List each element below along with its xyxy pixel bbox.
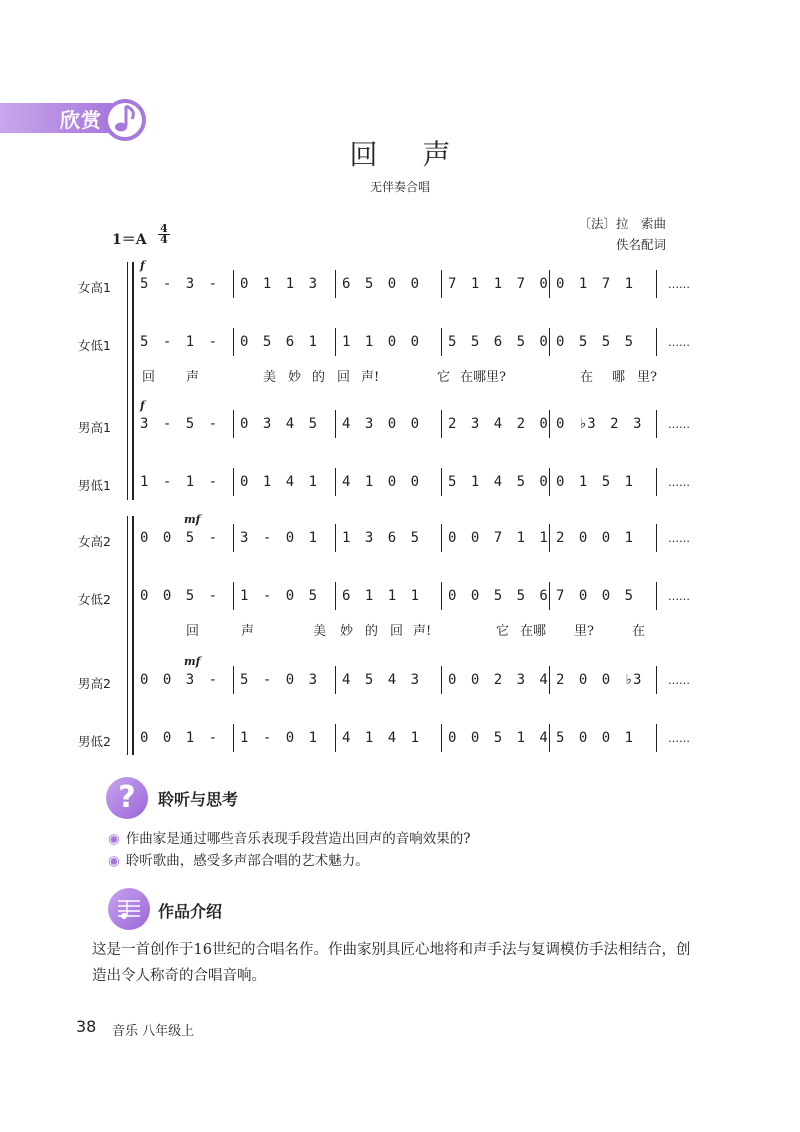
bar-line [656,524,657,552]
book-title: 音乐 八年级上 [112,1024,195,1039]
dynamic-mark: mf [184,655,201,668]
measure: 6 5 0 0 [342,276,420,292]
bar-line [335,270,336,298]
song-title: 回 声 [349,138,469,171]
lyric-word: 声 [186,370,200,385]
measure: 0 0 7 1 1 [448,530,548,546]
bar-line [335,724,336,752]
bar-line [441,582,442,610]
sheet-music-icon [108,888,150,930]
dynamic-mark: mf [184,513,201,526]
measure: 3 - 0 1 [240,530,318,546]
intro-section-title: 作品介绍 [158,902,223,921]
part-name: 女低1 [78,338,111,353]
measure: 1 - 1 - [140,474,218,490]
lyric-word: 声! [361,370,380,385]
lyric-word: 回 [337,370,351,385]
measure: 7 0 0 5 [556,588,634,604]
lyricist-credit: 佚名配词 [615,237,666,252]
measure: 1 - 0 5 [240,588,318,604]
bar-line [549,410,550,438]
continuation-dots: …… [668,674,690,687]
bar-line [441,468,442,496]
part-name: 男低2 [78,734,111,749]
bar-line [549,666,550,694]
composer-credit: 〔法〕拉 索曲 [578,216,666,231]
lyric-word: 在 [632,624,646,639]
measure: 1 1 0 0 [342,334,420,350]
lyric-word: 里? [637,370,657,385]
continuation-dots: …… [668,732,690,745]
lyric-word: 它 [496,624,510,639]
measure: 5 5 6 5 0 [448,334,548,350]
measure: 3 - 5 - [140,416,218,432]
bar-line [335,582,336,610]
lyric-word: 在哪里? [460,370,506,385]
bar-line [656,270,657,298]
bullet-icon: ◉ [108,853,120,869]
system-bracket [132,516,134,755]
system-bracket [127,516,128,755]
measure: 0 1 4 1 [240,474,318,490]
measure: 5 1 4 5 0 [448,474,548,490]
bar-line [233,666,234,694]
dynamic-mark: f [140,259,145,272]
dynamic-mark: f [140,399,145,412]
bar-line [549,328,550,356]
bar-line [335,410,336,438]
measure: 0 1 7 1 [556,276,634,292]
measure: 0 3 4 5 [240,416,318,432]
section-label: 欣赏 [60,108,102,132]
part-name: 女低2 [78,592,111,607]
part-name: 女高1 [78,280,111,295]
bar-line [441,410,442,438]
bar-line [233,582,234,610]
measure: 1 3 6 5 [342,530,420,546]
question-mark-icon: ? [106,777,148,819]
lyric-word: 回 [390,624,404,639]
lyric-word: 里? [574,624,594,639]
lyric-word: 它 [437,370,451,385]
measure: 0 ♭3 2 3 [556,416,642,432]
intro-text: 这是一首创作于16世纪的合唱名作。作曲家别具匠心地将和声手法与复调模仿手法相结合，创造出令人称奇的合唱音响。 [92,942,691,984]
measure: 4 1 0 0 [342,474,420,490]
part-name: 男高1 [78,420,111,435]
bar-line [441,328,442,356]
bar-line [233,410,234,438]
page-number: 38 [76,1017,97,1036]
continuation-dots: …… [668,418,690,431]
bar-line [335,666,336,694]
measure: 5 - 0 3 [240,672,318,688]
continuation-dots: …… [668,336,690,349]
measure: 0 0 1 - [140,730,218,746]
listen-section-title: 聆听与思考 [158,790,239,809]
song-subtitle: 无伴奏合唱 [369,180,430,194]
measure: 0 0 5 1 4 [448,730,548,746]
bar-line [441,524,442,552]
bar-line [233,328,234,356]
measure: 5 - 1 - [140,334,218,350]
measure: 0 0 5 5 6 [448,588,548,604]
listen-item: ◉ 聆听歌曲，感受多声部合唱的艺术魅力。 [108,853,369,869]
measure: 0 1 1 3 [240,276,318,292]
measure: 5 - 3 - [140,276,218,292]
continuation-dots: …… [668,476,690,489]
lyric-word: 哪 [612,370,626,385]
bar-line [656,468,657,496]
bullet-icon: ◉ [108,831,120,847]
measure: 2 0 0 ♭3 [556,672,642,688]
lyric-word: 的 [365,624,379,639]
part-name: 男低1 [78,478,111,493]
measure: 0 5 6 1 [240,334,318,350]
measure: 4 1 4 1 [342,730,420,746]
measure: 2 3 4 2 0 [448,416,548,432]
bar-line [441,666,442,694]
measure: 0 0 5 - [140,588,218,604]
time-signature: 4 4 [158,224,170,245]
lyric-word: 美 [313,624,327,639]
measure: 4 5 4 3 [342,672,420,688]
continuation-dots: …… [668,278,690,291]
bar-line [233,724,234,752]
bar-line [656,724,657,752]
measure: 0 0 5 - [140,530,218,546]
part-name: 女高2 [78,534,111,549]
bar-line [441,724,442,752]
bar-line [335,468,336,496]
bar-line [656,666,657,694]
lyric-word: 妙 [288,370,302,385]
bar-line [549,270,550,298]
bar-line [549,582,550,610]
bar-line [233,524,234,552]
measure: 7 1 1 7 0 [448,276,548,292]
measure: 5 0 0 1 [556,730,634,746]
bar-line [656,410,657,438]
continuation-dots: …… [668,532,690,545]
continuation-dots: …… [668,590,690,603]
bar-line [335,524,336,552]
bar-line [549,524,550,552]
lyric-word: 在哪 [520,624,547,639]
bar-line [233,468,234,496]
measure: 4 3 0 0 [342,416,420,432]
lyric-word: 在 [580,370,594,385]
bar-line [233,270,234,298]
lyric-word: 回 [142,370,156,385]
bar-line [549,724,550,752]
bar-line [441,270,442,298]
measure: 0 1 5 1 [556,474,634,490]
bar-line [335,328,336,356]
lyric-word: 美 [263,370,277,385]
lyric-word: 的 [312,370,326,385]
measure: 0 0 3 - [140,672,218,688]
measure: 2 0 0 1 [556,530,634,546]
bar-line [656,582,657,610]
measure: 1 - 0 1 [240,730,318,746]
listen-item: ◉ 作曲家是通过哪些音乐表现手段营造出回声的音响效果的? [108,831,471,847]
measure: 0 5 5 5 [556,334,634,350]
lyric-word: 妙 [340,624,354,639]
part-name: 男高2 [78,676,111,691]
bar-line [656,328,657,356]
key-signature: 1＝A [112,232,147,248]
system-bracket [127,262,128,500]
measure: 6 1 1 1 [342,588,420,604]
bar-line [549,468,550,496]
lyric-word: 声 [241,624,255,639]
lyric-word: 回 [186,624,200,639]
measure: 0 0 2 3 4 [448,672,548,688]
lyric-word: 声! [413,624,432,639]
system-bracket [132,262,134,500]
